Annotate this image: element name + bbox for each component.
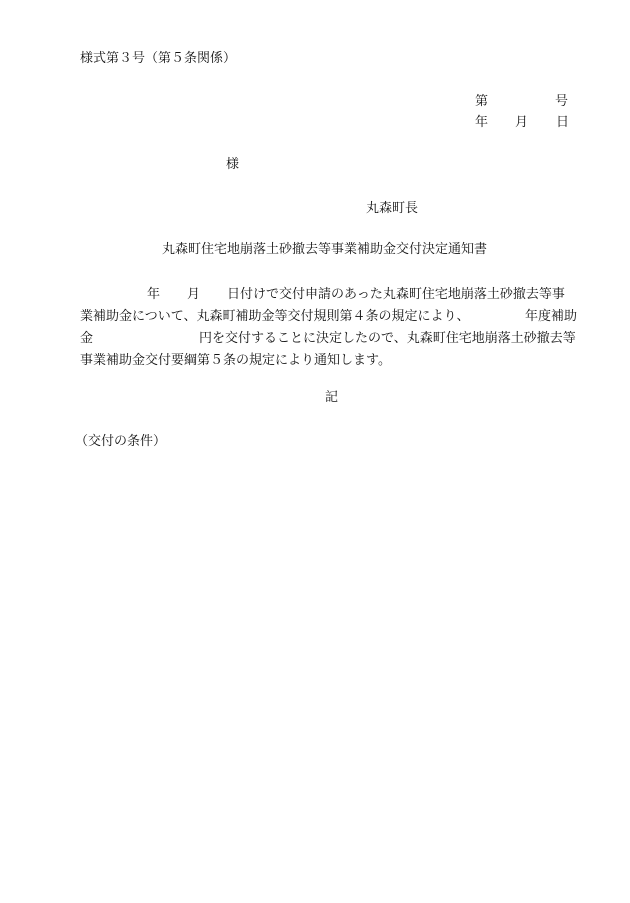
body-line-1-text: 日付けで交付申請のあった丸森町住宅地崩落土砂撤去等事 (227, 287, 565, 302)
body-line-1 (80, 284, 580, 306)
body-line-4 (80, 350, 580, 372)
body-year-label: 年 (147, 287, 161, 302)
document-number-suffix: 号 (555, 94, 569, 109)
body-month-label: 月 (187, 287, 201, 302)
date-month-label: 月 (515, 115, 529, 130)
document-title: 丸森町住宅地崩落土砂撤去等事業補助金交付決定通知書 (162, 242, 488, 257)
body-line-2-text: 業補助金について、丸森町補助金等交付規則第４条の規定により、 (80, 309, 470, 324)
ki-heading: 記 (325, 390, 339, 405)
document-number-prefix: 第 (475, 94, 489, 109)
body-line-3-start: 金 (80, 331, 94, 346)
conditions-heading: （交付の条件） (75, 434, 167, 449)
body-paragraph (80, 284, 580, 372)
body-line-4-text: 事業補助金交付要綱第５条の規定により通知します。 (80, 353, 391, 368)
body-line-3 (80, 328, 580, 350)
body-line-3-text: 円を交付することに決定したので、丸森町住宅地崩落土砂撤去等 (199, 331, 576, 346)
date-day-label: 日 (556, 115, 570, 130)
body-line-2-tail: 年度補助 (525, 309, 578, 324)
body-line-2 (80, 306, 580, 328)
addressee-honorific: 様 (226, 157, 240, 172)
date-year-label: 年 (475, 115, 489, 130)
form-number: 様式第３号（第５条関係） (80, 51, 237, 66)
sender-name: 丸森町長 (366, 201, 419, 216)
